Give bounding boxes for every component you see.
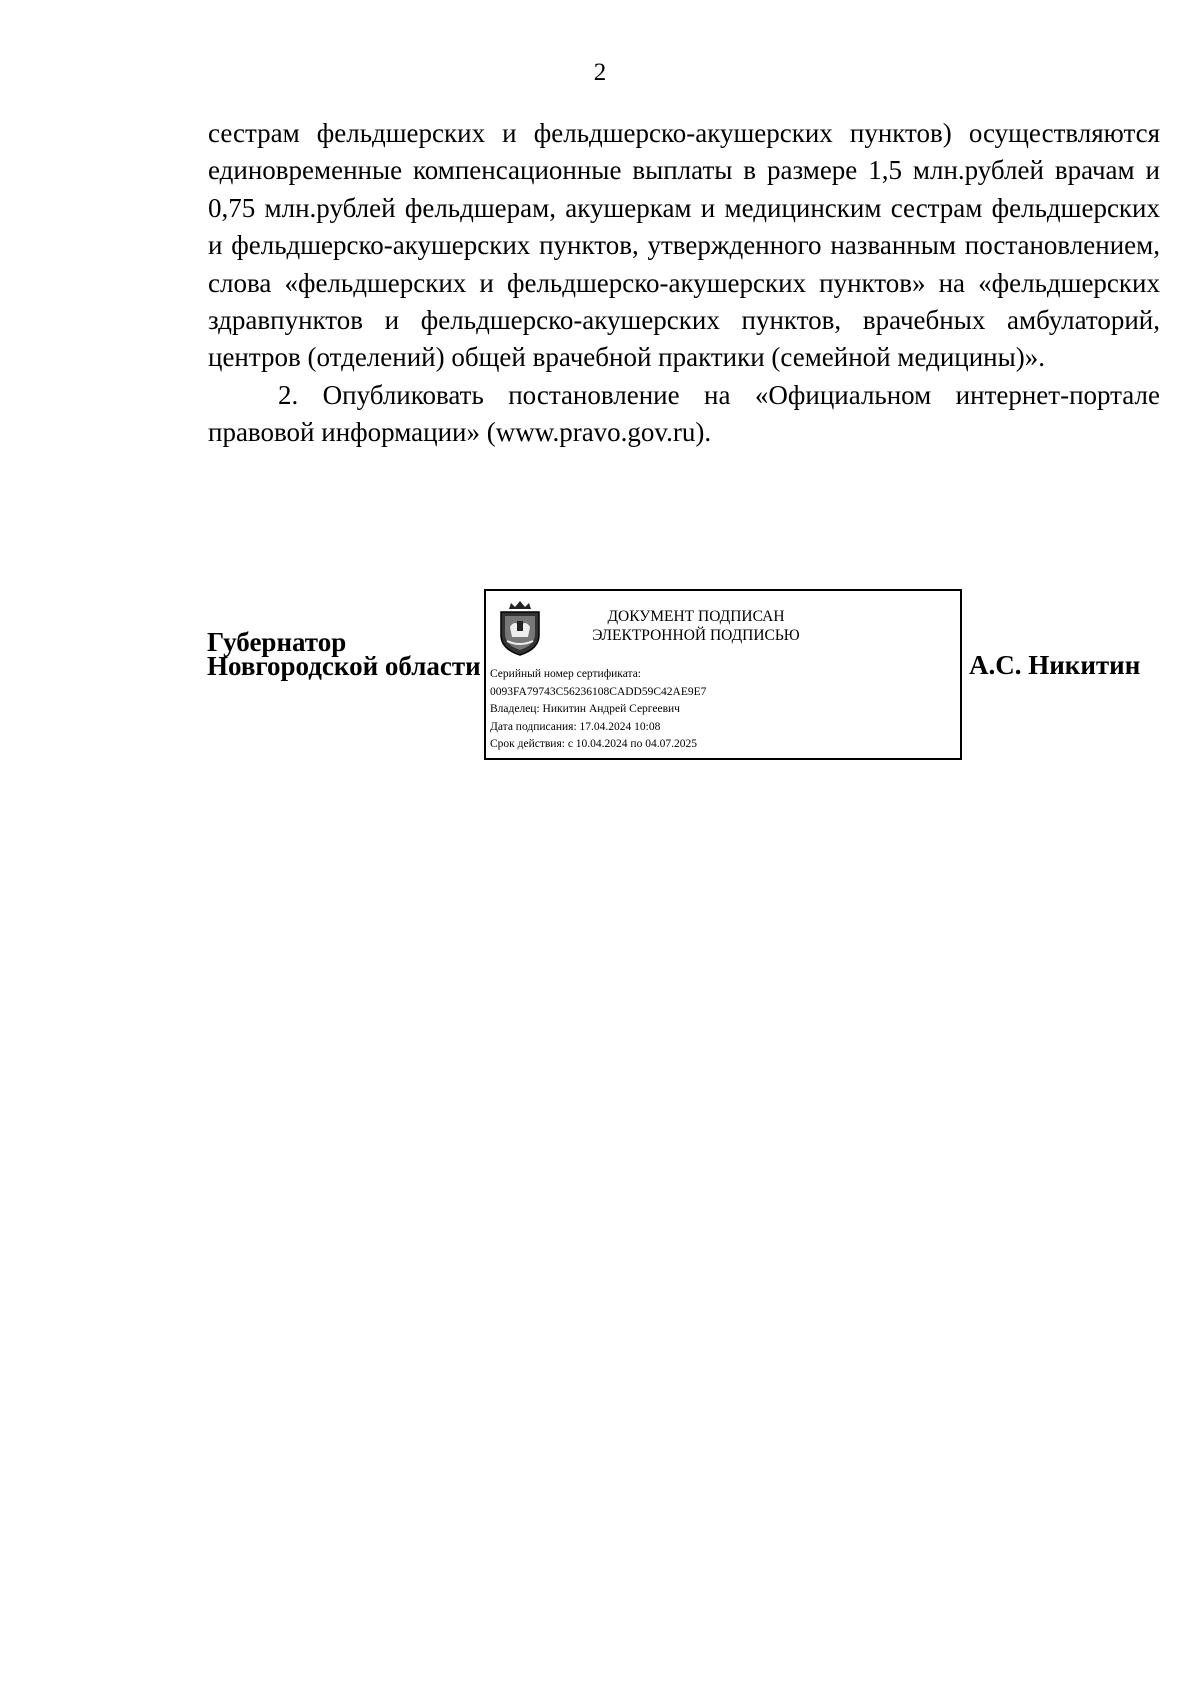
body-text	[208, 115, 1160, 452]
electronic-signature-stamp	[484, 589, 962, 760]
paragraph-continuation: сестрам фельдшерских и фельдшерско-акушерских пунктов) осуществляются единовременные компенсационные выплаты в размере 1,5 млн.рублей врачам и 0,75 млн.рублей фельдшерам, акушеркам и медицинским сестрам фельдшерских и фельдшерско-акушерских пунктов, утвержденного названным постановлением, слова «фельдшерских и фельдшерско-акушерских пунктов» на «фельдшерских здравпунктов и фельдшерско-акушерских пунктов, врачебных амбулаторий, центров (отделений) общей врачебной практики (семейной медицины)».	[208, 118, 1160, 373]
certificate-serial-label: Серийный номер сертификата:	[490, 668, 641, 680]
certificate-serial-value: 0093FA79743C56236108CADD59C42AE9E7	[490, 685, 707, 698]
stamp-heading-line2: ЭЛЕКТРОННОЙ ПОДПИСЬЮ	[592, 627, 800, 644]
page-number: 2	[593, 59, 607, 86]
stamp-heading	[566, 607, 826, 645]
stamp-heading-line1: ДОКУМЕНТ ПОДПИСАН	[607, 608, 785, 625]
certificate-details	[490, 666, 706, 754]
coat-of-arms-icon	[495, 597, 545, 657]
certificate-signed-date: Дата подписания: 17.04.2024 10:08	[490, 720, 661, 733]
certificate-validity: Срок действия: с 10.04.2024 по 04.07.2025	[490, 738, 697, 750]
signer-title-line1: Губернатор	[207, 627, 347, 657]
signer-title-line2: Новгородской области	[207, 651, 481, 681]
signer-title	[207, 627, 481, 681]
signer-name: А.С. Никитин	[969, 650, 1141, 680]
certificate-owner: Владелец: Никитин Андрей Сергеевич	[490, 703, 680, 715]
paragraph-publication: 2. Опубликовать постановление на «Официальном интернет-портале правовой информации» (www.pravo.gov.ru).	[208, 379, 1160, 448]
